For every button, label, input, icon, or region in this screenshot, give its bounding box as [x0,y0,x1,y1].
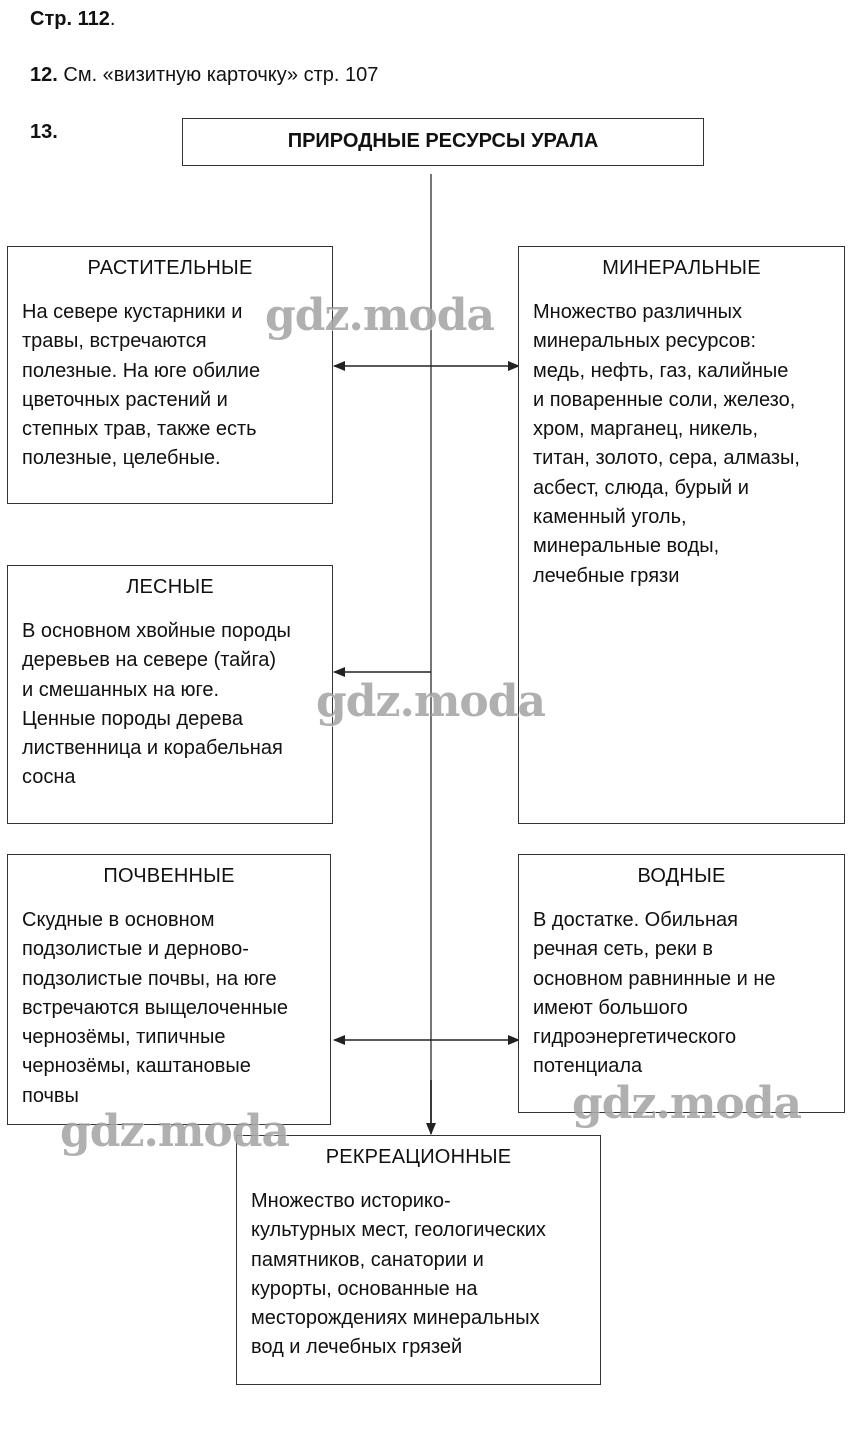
box-recreation-resources [236,1135,601,1385]
box-soil-resources [7,854,331,1125]
box-water-resources [518,854,845,1113]
box-plant-title: РАСТИТЕЛЬНЫЕ [87,257,253,279]
watermark: gdz.moda [572,1078,802,1129]
box-water-title: ВОДНЫЕ [637,865,726,887]
item-12-number: 12. [30,64,58,86]
box-soil-title: ПОЧВЕННЫЕ [103,865,235,887]
page-reference-tail: . [109,8,116,30]
page-reference-number: Стр. 112 [30,8,110,30]
diagram-title: ПРИРОДНЫЕ РЕСУРСЫ УРАЛА [182,118,704,166]
box-soil-text: Скудные в основном подзолистые и дерново- подзолистые почвы, на юге встречаются выщелоченные чернозёмы, типичные чернозёмы, каштановые почвы [22,909,288,1107]
box-mineral-title: МИНЕРАЛЬНЫЕ [602,257,761,279]
box-mineral-resources [518,246,845,824]
box-mineral-text: Множество различных минеральных ресурсов: медь, нефть, газ, калийные и поваренные соли, железо, хром, марганец, никель, титан, золото, сера, алмазы, асбест, слюда, бурый и каменный уголь, минеральные воды, лечебные грязи [533,301,800,587]
watermark: gdz.moda [265,290,495,341]
item-12-text: См. «визитную карточку» стр. 107 [57,64,379,86]
box-recreation-title: РЕКРЕАЦИОННЫЕ [325,1146,512,1168]
item-13-number: 13. [30,121,58,143]
watermark: gdz.moda [316,676,546,727]
box-forest-text: В основном хвойные породы деревьев на севере (тайга) и смешанных на юге. Ценные породы дерева лиственница и корабельная сосна [22,620,291,789]
watermark: gdz.moda [60,1106,290,1157]
box-plant-text: На севере кустарники и травы, встречаются полезные. На юге обилие цветочных растений и степных трав, также есть полезные, целебные. [22,301,261,470]
box-recreation-text: Множество историко- культурных мест, геологических памятников, санатории и курорты, основанные на месторождениях минеральных вод и лечебных грязей [251,1190,546,1359]
box-plant-resources [7,246,333,504]
box-forest-resources [7,565,333,824]
box-water-text: В достатке. Обильная речная сеть, реки в основном равнинные и не имеют большого гидроэнергетического потенциала [533,909,776,1078]
box-forest-title: ЛЕСНЫЕ [126,576,214,598]
